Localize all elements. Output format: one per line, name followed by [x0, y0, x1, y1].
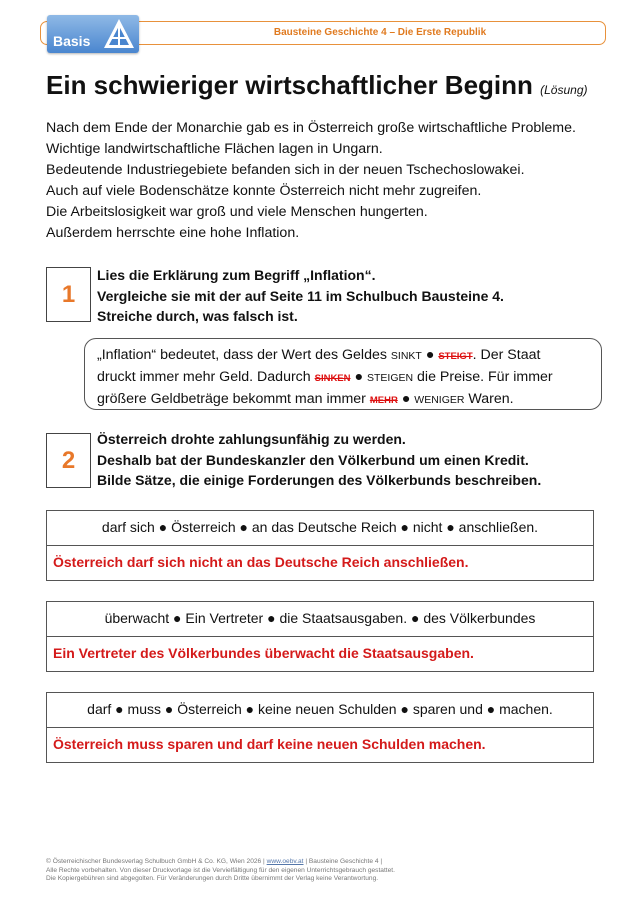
- triangle-logo-icon: [102, 17, 136, 51]
- exercise-box-3: [46, 692, 594, 763]
- exercise-box-2: [46, 601, 594, 672]
- struck-option: SINKEN: [314, 373, 351, 384]
- struck-option: STEIGT: [438, 351, 473, 362]
- word-list: darf sich ● Österreich ● an das Deutsche Reich ● nicht ● anschließen.: [47, 511, 593, 546]
- intro-text: [46, 118, 576, 244]
- task-1-instructions: Lies die Erklärung zum Begriff „Inflation“. Vergleiche sie mit der auf Seite 11 im Schulbuch Bausteine 4. Streiche durch, was falsch ist.: [97, 267, 504, 324]
- word-list: darf ● muss ● Österreich ● keine neuen Schulden ● sparen und ● machen.: [47, 693, 593, 728]
- publisher-link[interactable]: www.oebv.at: [266, 858, 304, 865]
- copyright-footer: © Österreichischer Bundesverlag Schulbuch GmbH & Co. KG, Wien 2026 | www.oebv.at | Bausteine Geschichte 4 | Alle Rechte vorbehalten. Von dieser Druckvorlage ist die Vervielfältigung für den eigenen Unterrichtsgebrauch gestattet. Die Kopiergebühren sind abgegolten. Für Veränderungen durch Dritte übernimmt der Verlag keine Verantwortung.: [46, 858, 395, 882]
- logo-label: Basis: [53, 33, 91, 49]
- intro-line: Außerdem herrschte eine hohe Inflation.: [46, 225, 300, 241]
- basis-logo: [47, 15, 139, 53]
- exercise-box-1: [46, 510, 594, 581]
- task-1-number: 1: [46, 267, 91, 322]
- title-suffix: (Lösung): [540, 83, 588, 97]
- answer-sentence: Österreich darf sich nicht an das Deutsche Reich anschließen.: [53, 554, 469, 570]
- answer-sentence: Österreich muss sparen und darf keine neuen Schulden machen.: [53, 736, 486, 752]
- definition-line-2: druckt immer mehr Geld. Dadurch SINKEN ● STEIGEN die Preise. Für immer: [97, 369, 553, 385]
- page-title: Ein schwieriger wirtschaftlicher Beginn (Lösung): [46, 70, 588, 100]
- intro-line: Nach dem Ende der Monarchie gab es in Österreich große wirtschaftliche Probleme.: [46, 120, 576, 136]
- word-list: überwacht ● Ein Vertreter ● die Staatsausgaben. ● des Völkerbundes: [47, 602, 593, 637]
- intro-line: Bedeutende Industriegebiete befanden sich in der neuen Tschechoslowakei.: [46, 162, 525, 178]
- intro-line: Wichtige landwirtschaftliche Flächen lagen in Ungarn.: [46, 141, 383, 157]
- task-2-number: 2: [46, 433, 91, 488]
- intro-line: Auch auf viele Bodenschätze konnte Österreich nicht mehr zugreifen.: [46, 183, 482, 199]
- definition-line-3: größere Geldbeträge bekommt man immer MEHR ● WENIGER Waren.: [97, 391, 514, 407]
- intro-line: Die Arbeitslosigkeit war groß und viele Menschen hungerten.: [46, 204, 428, 220]
- answer-sentence: Ein Vertreter des Völkerbundes überwacht die Staatsausgaben.: [53, 645, 474, 661]
- definition-line-1: „Inflation“ bedeutet, dass der Wert des Geldes SINKT ● STEIGT. Der Staat: [97, 347, 541, 363]
- struck-option: MEHR: [369, 395, 398, 406]
- task-2-instructions: Österreich drohte zahlungsunfähig zu werden. Deshalb bat der Bundeskanzler den Völkerbund um einen Kredit. Bilde Sätze, die einige Forderungen des Völkerbunds beschreiben.: [97, 431, 542, 488]
- inflation-definition-box: [84, 338, 602, 410]
- series-title: Bausteine Geschichte 4 – Die Erste Republik: [273, 27, 487, 38]
